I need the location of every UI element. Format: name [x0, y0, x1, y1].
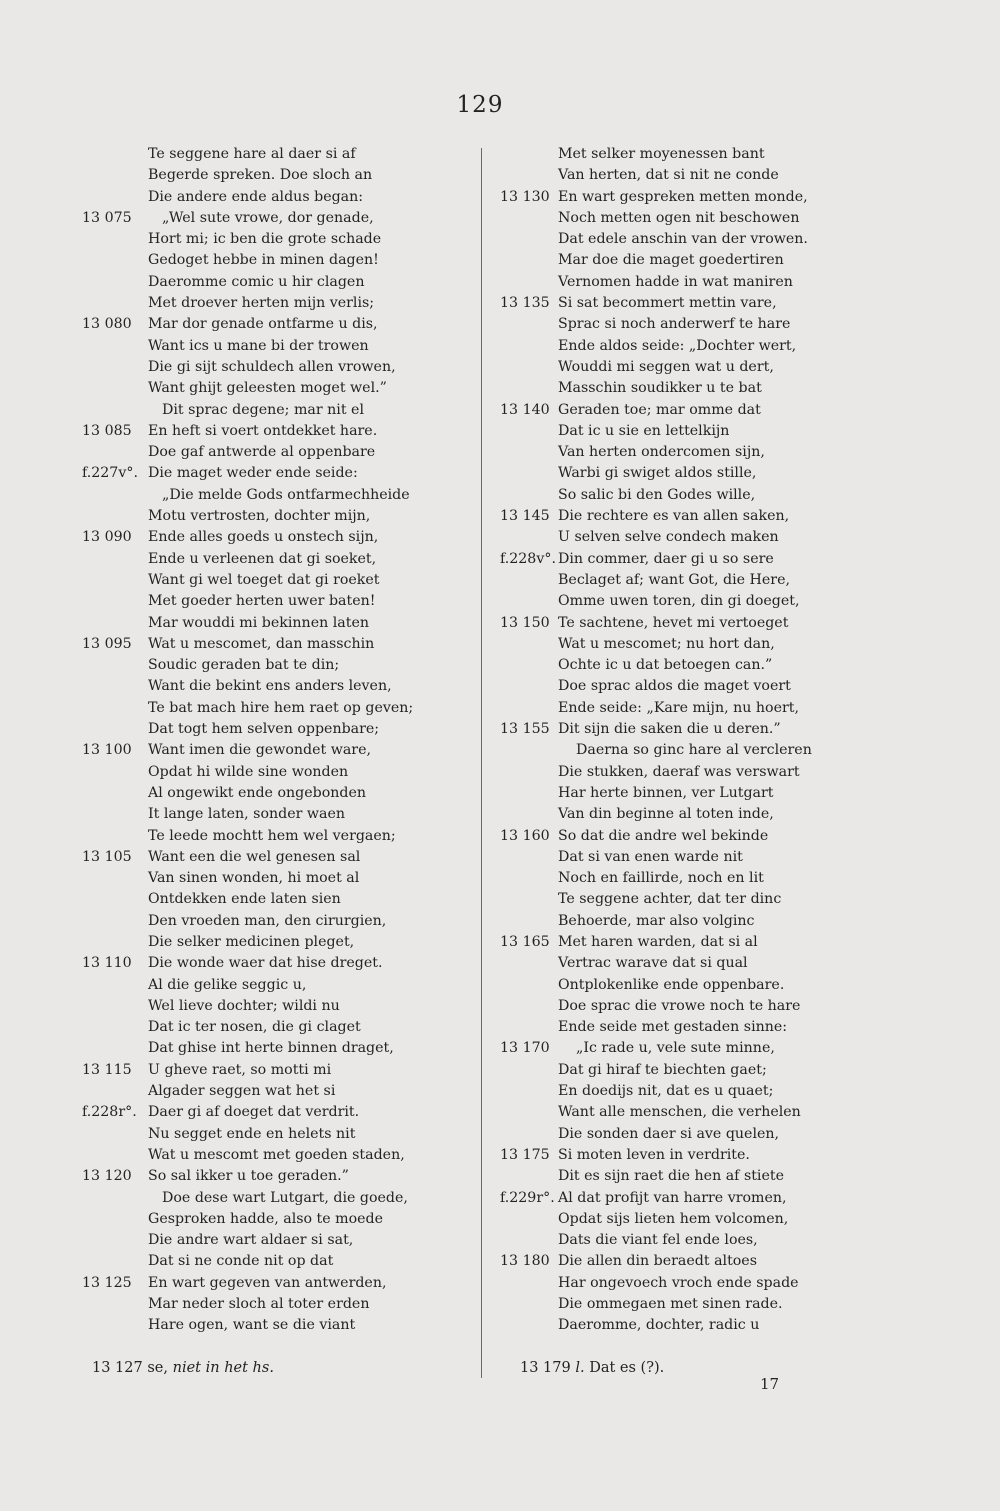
verse-line: [82, 932, 452, 953]
verse-text: Beclaget af; want Got, die Here,: [558, 571, 790, 588]
verse-line: [82, 506, 452, 527]
footnote-note: niet in het hs.: [172, 1360, 274, 1376]
verse-text: „Wel sute vrowe, dor genade,: [162, 209, 374, 226]
verse-line: [500, 804, 830, 825]
verse-text: Sprac si noch anderwerf te hare: [558, 316, 791, 333]
verse-line: [500, 932, 830, 953]
verse-text: Dat togt hem selven oppenbare;: [148, 721, 380, 738]
verse-text: So salic bi den Godes wille,: [558, 486, 756, 503]
signature-mark: 17: [760, 1375, 780, 1393]
verse-line: [82, 698, 452, 719]
verse-text: Van sinen wonden, hi moet al: [148, 870, 360, 887]
verse-text: Har herte binnen, ver Lutgart: [558, 784, 774, 801]
verse-line: [82, 165, 452, 186]
verse-text: Si sat becommert mettin vare,: [558, 295, 777, 312]
verse-text: Daer gi af doeget dat verdrit.: [148, 1104, 360, 1121]
verse-line: [82, 804, 452, 825]
line-number: f.228r°.: [82, 1104, 137, 1121]
line-number: 13 175: [500, 1146, 550, 1163]
footnote-ref: 13 179: [520, 1360, 571, 1376]
verse-line: [500, 229, 830, 250]
verse-text: Want alle menschen, die verhelen: [558, 1104, 801, 1121]
verse-line: [500, 591, 830, 612]
verse-text: Want een die wel genesen sal: [148, 848, 361, 865]
line-number: 13 160: [500, 827, 550, 844]
verse-line: [82, 1273, 452, 1294]
verse-text: Mar dor genade ontfarme u dis,: [148, 316, 378, 333]
verse-text: Din commer, daer gi u so sere: [558, 550, 774, 567]
verse-line: [500, 336, 830, 357]
footnote-text: Dat es (?).: [589, 1360, 665, 1376]
verse-text: Ochte ic u dat betoegen can.”: [558, 657, 773, 674]
verse-text: Van herten, dat si nit ne conde: [558, 167, 779, 184]
verse-text: Ende seide met gestaden sinne:: [558, 1019, 788, 1036]
verse-line: [82, 847, 452, 868]
verse-text: Si moten leven in verdrite.: [558, 1146, 750, 1163]
verse-text: En doedijs nit, dat es u quaet;: [558, 1083, 774, 1100]
verse-text: Gesproken hadde, also te moede: [148, 1210, 384, 1227]
line-number: 13 105: [82, 848, 132, 865]
verse-text: Vertrac warave dat si qual: [558, 955, 748, 972]
verse-line: [500, 740, 830, 761]
line-number: 13 135: [500, 295, 550, 312]
verse-line: [500, 208, 830, 229]
verse-line: [82, 463, 452, 484]
footnote-ref: 13 127: [92, 1360, 143, 1376]
verse-line: [82, 953, 452, 974]
verse-line: [82, 485, 452, 506]
line-number: 13 085: [82, 422, 132, 439]
verse-text: Met haren warden, dat si al: [558, 933, 758, 950]
page-number: 129: [456, 92, 504, 118]
verse-text: Hare ogen, want se die viant: [148, 1317, 356, 1334]
verse-text: U selven selve condech maken: [558, 529, 779, 546]
verse-text: Mar wouddi mi bekinnen laten: [148, 614, 369, 631]
verse-text: Motu vertrosten, dochter mijn,: [148, 508, 371, 525]
verse-text: Die maget weder ende seide:: [148, 465, 358, 482]
verse-text: Wel lieve dochter; wildi nu: [148, 997, 340, 1014]
verse-line: [82, 250, 452, 271]
verse-line: [82, 187, 452, 208]
line-number: f.228v°.: [500, 550, 556, 567]
verse-text: Die stukken, daeraf was verswart: [558, 763, 800, 780]
verse-line: [500, 400, 830, 421]
verse-text: En heft si voert ontdekket hare.: [148, 422, 378, 439]
verse-line: [82, 676, 452, 697]
line-number: 13 140: [500, 401, 550, 418]
verse-line: [500, 485, 830, 506]
verse-text: Noch en faillirde, noch en lit: [558, 870, 764, 887]
verse-line: [500, 634, 830, 655]
verse-text: Dat si van enen warde nit: [558, 848, 743, 865]
verse-line: [82, 613, 452, 634]
verse-line: [500, 442, 830, 463]
verse-line: [500, 1230, 830, 1251]
verse-text: Behoerde, mar also volginc: [558, 912, 755, 929]
verse-text: „Ic rade u, vele sute minne,: [576, 1040, 775, 1057]
verse-line: [82, 868, 452, 889]
verse-line: [82, 975, 452, 996]
verse-text: Opdat sijs lieten hem volcomen,: [558, 1210, 789, 1227]
verse-line: [500, 144, 830, 165]
verse-text: Ontplokenlike ende oppenbare.: [558, 976, 785, 993]
verse-line: [82, 1315, 452, 1336]
verse-line: [500, 549, 830, 570]
verse-text: Wat u mescomet; nu hort dan,: [558, 635, 775, 652]
verse-text: Te seggene hare al daer si af: [148, 146, 356, 162]
verse-text: Van herten ondercomen sijn,: [558, 444, 765, 461]
verse-text: Algader seggen wat het si: [148, 1083, 336, 1100]
line-number: f.229r°.: [500, 1189, 555, 1206]
verse-line: [82, 336, 452, 357]
verse-line: [82, 272, 452, 293]
verse-line: [82, 293, 452, 314]
verse-line: [500, 421, 830, 442]
verse-text: Te sachtene, hevet mi vertoeget: [558, 614, 789, 631]
verse-line: [82, 1060, 452, 1081]
verse-line: [82, 208, 452, 229]
verse-text: Die andre wart aldaer si sat,: [148, 1232, 354, 1249]
footnote-right: [520, 1360, 664, 1376]
verse-text: Dat si ne conde nit op dat: [148, 1253, 334, 1270]
verse-line: [82, 229, 452, 250]
verse-line: [82, 762, 452, 783]
verse-text: Ende u verleenen dat gi soeket,: [148, 550, 377, 567]
line-number: 13 110: [82, 955, 132, 972]
verse-text: Har ongevoech vroch ende spade: [558, 1274, 799, 1291]
verse-line: [500, 1188, 830, 1209]
verse-line: [82, 996, 452, 1017]
line-number: 13 180: [500, 1253, 550, 1270]
verse-text: Geraden toe; mar omme dat: [558, 401, 761, 418]
verse-line: [82, 570, 452, 591]
line-number: 13 120: [82, 1168, 132, 1185]
verse-text: Met droever herten mijn verlis;: [148, 295, 375, 312]
verse-text: Die ommegaen met sinen rade.: [558, 1296, 783, 1313]
line-number: 13 100: [82, 742, 132, 759]
verse-line: [500, 1273, 830, 1294]
verse-text: Opdat hi wilde sine wonden: [148, 763, 349, 780]
verse-text: Dats die viant fel ende loes,: [558, 1232, 758, 1249]
verse-line: [500, 1315, 830, 1336]
line-number: 13 115: [82, 1061, 132, 1078]
verse-line: [500, 1166, 830, 1187]
verse-text: So dat die andre wel bekinde: [558, 827, 769, 844]
verse-text: Wat u mescomet, dan masschin: [148, 635, 375, 652]
verse-text: Want ghijt geleesten moget wel.”: [148, 380, 387, 397]
verse-line: [500, 783, 830, 804]
verse-line: [500, 1124, 830, 1145]
verse-text: Te leede mochtt hem wel vergaen;: [148, 827, 396, 844]
verse-line: [500, 527, 830, 548]
verse-line: [82, 1209, 452, 1230]
verse-line: [82, 1102, 452, 1123]
verse-line: [82, 549, 452, 570]
verse-line: [82, 1124, 452, 1145]
verse-text: Vernomen hadde in wat maniren: [558, 273, 793, 290]
verse-text: Dat ghise int herte binnen draget,: [148, 1040, 394, 1057]
verse-text: It lange laten, sonder waen: [148, 806, 346, 823]
verse-line: [82, 144, 452, 165]
line-number: 13 165: [500, 933, 550, 950]
verse-line: [500, 357, 830, 378]
verse-line: [82, 826, 452, 847]
verse-line: [500, 314, 830, 335]
verse-text: Met goeder herten uwer baten!: [148, 593, 376, 610]
verse-text: Begerde spreken. Doe sloch an: [148, 167, 373, 184]
verse-text: Dat edele anschin van der vrowen.: [558, 231, 808, 248]
verse-line: [500, 1145, 830, 1166]
verse-text: Masschin soudikker u te bat: [558, 380, 762, 397]
verse-line: [500, 1017, 830, 1038]
verse-line: [500, 463, 830, 484]
verse-line: [500, 187, 830, 208]
verse-line: [500, 1209, 830, 1230]
verse-line: [82, 911, 452, 932]
verse-text: Wat u mescomt met goeden staden,: [148, 1146, 405, 1163]
verse-line: [500, 250, 830, 271]
verse-text: Van din beginne al toten inde,: [558, 806, 774, 823]
verse-line: [500, 762, 830, 783]
verse-line: [82, 1230, 452, 1251]
verse-line: [500, 506, 830, 527]
verse-line: [500, 1060, 830, 1081]
verse-text: Die andere ende aldus began:: [148, 188, 364, 205]
line-number: 13 130: [500, 188, 550, 205]
verse-text: Daerna so ginc hare al vercleren: [576, 742, 812, 759]
verse-text: Doe sprac aldos die maget voert: [558, 678, 791, 695]
verse-line: [500, 613, 830, 634]
verse-text: Die allen din beraedt altoes: [558, 1253, 757, 1270]
verse-text: Al die gelike seggic u,: [148, 976, 307, 993]
verse-line: [82, 314, 452, 335]
column-divider: [481, 148, 482, 1378]
verse-line: [82, 357, 452, 378]
verse-line: [82, 442, 452, 463]
verse-text: Dit sprac degene; mar nit el: [162, 401, 364, 418]
verse-text: Dat ic u sie en lettelkijn: [558, 422, 730, 439]
verse-text: Want imen die gewondet ware,: [148, 742, 371, 759]
verse-text: Omme uwen toren, din gi doeget,: [558, 593, 800, 610]
verse-line: [82, 655, 452, 676]
verse-line: [500, 655, 830, 676]
verse-line: [500, 953, 830, 974]
verse-line: [500, 889, 830, 910]
verse-line: [82, 1294, 452, 1315]
verse-line: [500, 293, 830, 314]
verse-line: [82, 740, 452, 761]
verse-text: Die gi sijt schuldech allen vrowen,: [148, 358, 396, 375]
verse-text: Mar neder sloch al toter erden: [148, 1296, 370, 1313]
verse-line: [500, 1294, 830, 1315]
verse-line: [500, 847, 830, 868]
verse-line: [82, 783, 452, 804]
footnote-text: se,: [147, 1360, 168, 1376]
verse-line: [500, 719, 830, 740]
verse-text: Soudic geraden bat te din;: [148, 657, 340, 674]
verse-line: [82, 378, 452, 399]
verse-text: Te bat mach hire hem raet op geven;: [148, 699, 414, 716]
line-number: 13 150: [500, 614, 550, 631]
verse-text: Al ongewikt ende ongebonden: [148, 784, 366, 801]
verse-line: [82, 1145, 452, 1166]
verse-line: [500, 975, 830, 996]
line-number: 13 090: [82, 529, 132, 546]
verse-line: [500, 1251, 830, 1272]
verse-text: Die sonden daer si ave quelen,: [558, 1125, 780, 1142]
verse-text: Daeromme comic u hir clagen: [148, 273, 365, 290]
verse-text: Den vroeden man, den cirurgien,: [148, 912, 387, 929]
verse-line: [82, 591, 452, 612]
verse-line: [500, 868, 830, 889]
verse-text: Al dat profijt van harre vromen,: [558, 1189, 787, 1206]
verse-line: [82, 1166, 452, 1187]
line-number: 13 170: [500, 1040, 550, 1057]
verse-line: [82, 421, 452, 442]
verse-text: Ende seide: „Kare mijn, nu hoert,: [558, 699, 799, 716]
verse-line: [82, 1081, 452, 1102]
verse-text: Met selker moyenessen bant: [558, 146, 765, 162]
verse-line: [500, 826, 830, 847]
verse-text: Ontdekken ende laten sien: [148, 891, 341, 908]
verse-line: [82, 719, 452, 740]
verse-text: Mar doe die maget goedertiren: [558, 252, 784, 269]
verse-line: [82, 634, 452, 655]
verse-text: Wouddi mi seggen wat u dert,: [558, 358, 774, 375]
verse-text: Ende alles goeds u onstech sijn,: [148, 529, 379, 546]
verse-line: [82, 1017, 452, 1038]
verse-text: Noch metten ogen nit beschowen: [558, 209, 800, 226]
verse-line: [82, 1251, 452, 1272]
verse-line: [500, 996, 830, 1017]
verse-text: Want gi wel toeget dat gi roeket: [148, 571, 380, 588]
verse-text: Die selker medicinen pleget,: [148, 933, 355, 950]
left-column: [82, 144, 452, 1337]
verse-text: Daeromme, dochter, radic u: [558, 1317, 760, 1334]
verse-line: [500, 165, 830, 186]
verse-line: [500, 272, 830, 293]
verse-text: En wart gegeven van antwerden,: [148, 1274, 387, 1291]
verse-text: En wart gespreken metten monde,: [558, 188, 808, 205]
verse-text: Hort mi; ic ben die grote schade: [148, 231, 382, 248]
line-number: 13 075: [82, 209, 132, 226]
line-number: 13 125: [82, 1274, 132, 1291]
line-number: 13 095: [82, 635, 132, 652]
verse-line: [82, 889, 452, 910]
verse-text: Doe sprac die vrowe noch te hare: [558, 997, 801, 1014]
verse-line: [82, 1038, 452, 1059]
line-number: 13 080: [82, 316, 132, 333]
verse-line: [500, 378, 830, 399]
footnote-left: [92, 1360, 274, 1376]
verse-text: Doe dese wart Lutgart, die goede,: [162, 1189, 408, 1206]
verse-line: [500, 698, 830, 719]
verse-text: Gedoget hebbe in minen dagen!: [148, 252, 379, 269]
verse-line: [500, 1102, 830, 1123]
verse-text: Warbi gi swiget aldos stille,: [558, 465, 757, 482]
verse-text: Dat gi hiraf te biechten gaet;: [558, 1061, 767, 1078]
verse-text: Dit sijn die saken die u deren.”: [558, 721, 781, 738]
verse-text: U gheve raet, so motti mi: [148, 1061, 332, 1078]
verse-text: Nu segget ende en helets nit: [148, 1125, 356, 1142]
verse-text: So sal ikker u toe geraden.”: [148, 1168, 349, 1185]
verse-text: Te seggene achter, dat ter dinc: [558, 891, 782, 908]
verse-text: Dit es sijn raet die hen af stiete: [558, 1168, 784, 1185]
verse-line: [500, 911, 830, 932]
verse-text: Doe gaf antwerde al oppenbare: [148, 444, 376, 461]
verse-text: „Die melde Gods ontfarmechheide: [162, 486, 410, 503]
verse-line: [82, 1188, 452, 1209]
verse-line: [82, 400, 452, 421]
verse-text: Want ics u mane bi der trowen: [148, 337, 369, 354]
verse-line: [500, 570, 830, 591]
verse-text: Die wonde waer dat hise dreget.: [148, 955, 383, 972]
verse-text: Die rechtere es van allen saken,: [558, 508, 790, 525]
footnote-note: l.: [575, 1360, 585, 1376]
verse-line: [500, 676, 830, 697]
right-column: [500, 144, 830, 1337]
line-number: 13 155: [500, 721, 550, 738]
verse-line: [500, 1038, 830, 1059]
verse-text: Want die bekint ens anders leven,: [148, 678, 392, 695]
verse-line: [82, 527, 452, 548]
verse-text: Ende aldos seide: „Dochter wert,: [558, 337, 797, 354]
verse-text: Dat ic ter nosen, die gi claget: [148, 1019, 361, 1036]
line-number: f.227v°.: [82, 465, 138, 482]
verse-line: [500, 1081, 830, 1102]
line-number: 13 145: [500, 508, 550, 525]
